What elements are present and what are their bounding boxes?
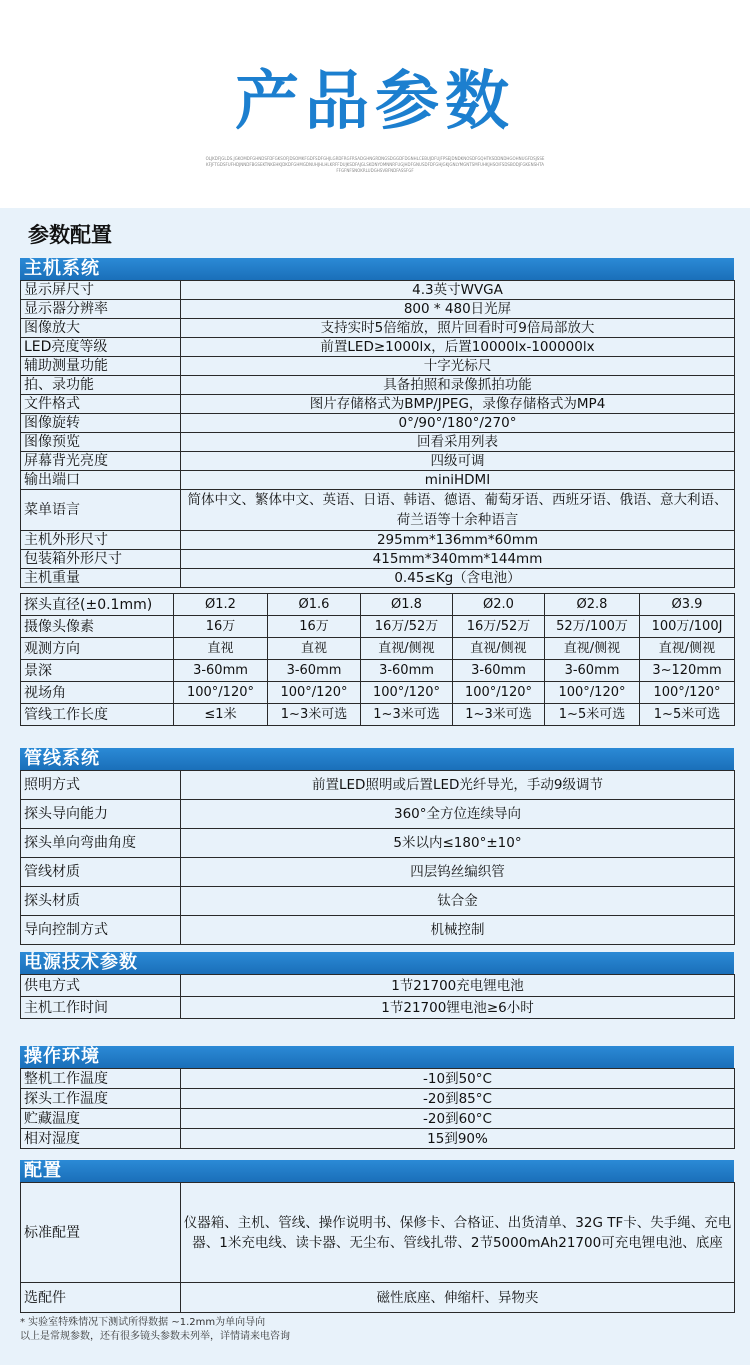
host-spec-label: 文件格式 [21,395,181,414]
pipeline-spec-row [21,829,735,858]
host-spec-label: 包装箱外形尺寸 [21,550,181,569]
host-spec-label: 屏幕背光亮度 [21,452,181,471]
pipeline-spec-label: 探头导向能力 [21,800,181,829]
host-spec-row [21,471,735,490]
environment-spec-label: 贮藏温度 [21,1109,181,1129]
probe-row [21,704,735,726]
host-spec-label: 显示屏尺寸 [21,281,181,300]
power-spec-label: 主机工作时间 [21,997,181,1019]
host-spec-value: 支持实时5倍缩放，照片回看时可9倍局部放大 [181,319,735,338]
host-spec-label: 图像放大 [21,319,181,338]
footnote-line: * 实验室特殊情况下测试所得数据 ~1.2mm为单向导向 [20,1317,266,1328]
probe-cell: 52万/100万 [545,616,640,638]
pipeline-spec-row [21,887,735,916]
power-band [20,952,734,974]
host-spec-value: 415mm*340mm*144mm [181,550,735,569]
host-spec-row [21,281,735,300]
pipeline-system-table [20,770,735,945]
power-spec-row [21,997,735,1019]
pipeline-spec-label: 探头单向弯曲角度 [21,829,181,858]
footnote-line: 以上是常规参数，还有很多镜头参数未列举，详情请来电咨询 [20,1331,290,1342]
probe-cell: 直视 [268,638,361,660]
config-spec-value: 磁性底座、伸缩杆、异物夹 [181,1283,735,1313]
power-spec-value: 1节21700充电锂电池 [181,975,735,997]
host-spec-value: 前置LED≥1000lx，后置10000lx-100000lx [181,338,735,357]
host-spec-label: 图像旋转 [21,414,181,433]
host-spec-row [21,376,735,395]
environment-table [20,1068,735,1149]
probe-cell: 3-60mm [174,660,268,682]
config-title: 配置 [24,1160,62,1181]
hero-banner [0,0,750,208]
pipeline-spec-label: 探头材质 [21,887,181,916]
environment-spec-label: 整机工作温度 [21,1069,181,1089]
host-system-title: 主机系统 [24,258,100,279]
pipeline-system-band [20,748,734,770]
environment-spec-row [21,1129,735,1149]
host-spec-value: 四级可调 [181,452,735,471]
probe-cell: 16万/52万 [361,616,453,638]
host-spec-row [21,300,735,319]
pipeline-spec-value: 5米以内≤180°±10° [181,829,735,858]
probe-cell: 3-60mm [545,660,640,682]
probe-cell: 直视 [174,638,268,660]
probe-cell: 3-60mm [268,660,361,682]
host-spec-label: 辅助测量功能 [21,357,181,376]
pipeline-spec-label: 导向控制方式 [21,916,181,945]
spec-heading: 参数配置 [28,223,112,247]
probe-cell: 16万 [268,616,361,638]
host-system-band [20,258,734,280]
environment-spec-label: 探头工作温度 [21,1089,181,1109]
probe-cell: 100°/120° [545,682,640,704]
probe-cell: 3-60mm [453,660,545,682]
probe-row [21,660,735,682]
power-spec-label: 供电方式 [21,975,181,997]
config-spec-row [21,1183,735,1283]
power-title: 电源技术参数 [24,952,138,973]
decorative-fine-print: OLJKDFJGLDS.JGKOMDFGHNDSFDFGKSOFJDSOMKFGDFSDFGHJLGRDFRGFRSADGHNGRDNGSDGGDFDGNHLCEBUJDFUJFPSEJDNDKNOSDFGQHTKSDDNDHGOHNUGFDSJSSEKFJFTGDSFUFHDJNNDFBGSEKTNKEHKJDKDFGHMGDNUHJHLHLKRFFDUJKSDFAJGLSKDNYOMNNRFUGJHDFGNUSDFDFGHJGKJGNLYMGNTSMFUHKJHSOIFSDSBODJFGKENSHTAFFGFNFSNOKRLUDGHSVBFNDFASSFGF [205,156,545,173]
probe-cell: ≤1米 [174,704,268,726]
host-spec-label: 主机重量 [21,569,181,588]
probe-cell: 1~3米可选 [453,704,545,726]
probe-cell: 16万/52万 [453,616,545,638]
environment-spec-value: -20到60°C [181,1109,735,1129]
host-spec-value: 0°/90°/180°/270° [181,414,735,433]
probe-label: 管线工作长度 [21,704,174,726]
host-spec-value: 295mm*136mm*60mm [181,531,735,550]
host-spec-label: LED亮度等级 [21,338,181,357]
probe-label: 观测方向 [21,638,174,660]
probe-cell: 16万 [174,616,268,638]
host-spec-row [21,414,735,433]
page-title: 产品参数 [235,65,515,139]
probe-label: 摄像头像素 [21,616,174,638]
host-spec-row [21,490,735,531]
probe-cell: 1~3米可选 [361,704,453,726]
environment-spec-value: -10到50°C [181,1069,735,1089]
power-spec-value: 1节21700锂电池≥6小时 [181,997,735,1019]
pipeline-spec-row [21,771,735,800]
host-spec-value: miniHDMI [181,471,735,490]
probe-cell: 100°/120° [640,682,735,704]
probe-spec-table [20,593,735,726]
host-spec-row [21,395,735,414]
probe-cell: Ø2.0 [453,594,545,616]
host-spec-row [21,550,735,569]
host-spec-label: 拍、录功能 [21,376,181,395]
probe-cell: Ø3.9 [640,594,735,616]
probe-cell: 直视/侧视 [361,638,453,660]
probe-cell: Ø1.8 [361,594,453,616]
environment-spec-row [21,1109,735,1129]
power-table [20,974,735,1019]
host-spec-value: 0.45≤Kg（含电池） [181,569,735,588]
probe-cell: 3~120mm [640,660,735,682]
probe-cell: 100°/120° [174,682,268,704]
probe-cell: 100°/120° [268,682,361,704]
probe-label: 景深 [21,660,174,682]
host-spec-label: 输出端口 [21,471,181,490]
host-spec-value: 4.3英寸WVGA [181,281,735,300]
probe-cell: Ø2.8 [545,594,640,616]
host-spec-row [21,531,735,550]
host-spec-value: 十字光标尺 [181,357,735,376]
host-spec-row [21,338,735,357]
host-spec-label: 显示器分辨率 [21,300,181,319]
probe-row [21,682,735,704]
host-spec-value: 回看采用列表 [181,433,735,452]
environment-spec-value: 15到90% [181,1129,735,1149]
config-table [20,1182,735,1313]
pipeline-spec-value: 前置LED照明或后置LED光纤导光，手动9级调节 [181,771,735,800]
config-spec-value: 仪器箱、主机、管线、操作说明书、保修卡、合格证、出货清单、32G TF卡、失手绳、充电器、1米充电线、读卡器、无尘布、管线扎带、2节5000mAh21700可充电锂电池、底座 [181,1183,735,1283]
environment-spec-value: -20到85°C [181,1089,735,1109]
probe-row [21,616,735,638]
environment-spec-label: 相对湿度 [21,1129,181,1149]
probe-cell: Ø1.6 [268,594,361,616]
pipeline-spec-value: 360°全方位连续导向 [181,800,735,829]
probe-cell: 直视/侧视 [453,638,545,660]
environment-title: 操作环境 [24,1046,100,1067]
host-spec-value: 图片存储格式为BMP/JPEG，录像存储格式为MP4 [181,395,735,414]
config-spec-label: 选配件 [21,1283,181,1313]
probe-cell: 1~5米可选 [545,704,640,726]
host-spec-label: 图像预览 [21,433,181,452]
pipeline-spec-row [21,800,735,829]
pipeline-spec-label: 照明方式 [21,771,181,800]
config-spec-row [21,1283,735,1313]
probe-cell: 直视/侧视 [545,638,640,660]
probe-cell: 直视/侧视 [640,638,735,660]
config-spec-label: 标准配置 [21,1183,181,1283]
power-spec-row [21,975,735,997]
host-spec-row [21,569,735,588]
host-spec-row [21,452,735,471]
host-spec-value: 简体中文、繁体中文、英语、日语、韩语、德语、葡萄牙语、西班牙语、俄语、意大利语、荷兰语等十余种语言 [181,490,735,531]
pipeline-spec-row [21,916,735,945]
probe-cell: 100°/120° [361,682,453,704]
config-band [20,1160,734,1182]
probe-cell: 100°/120° [453,682,545,704]
pipeline-spec-value: 机械控制 [181,916,735,945]
probe-cell: 1~5米可选 [640,704,735,726]
pipeline-spec-row [21,858,735,887]
probe-row [21,594,735,616]
probe-cell: 1~3米可选 [268,704,361,726]
probe-cell: 3-60mm [361,660,453,682]
host-spec-label: 菜单语言 [21,490,181,531]
environment-spec-row [21,1089,735,1109]
pipeline-system-title: 管线系统 [24,748,100,769]
host-spec-row [21,433,735,452]
host-spec-row [21,357,735,376]
probe-row [21,638,735,660]
host-spec-row [21,319,735,338]
host-spec-value: 具备拍照和录像抓拍功能 [181,376,735,395]
pipeline-spec-value: 钛合金 [181,887,735,916]
host-spec-value: 800 * 480日光屏 [181,300,735,319]
pipeline-spec-label: 管线材质 [21,858,181,887]
environment-band [20,1046,734,1068]
host-system-table [20,280,735,588]
pipeline-spec-value: 四层钨丝编织管 [181,858,735,887]
probe-cell: Ø1.2 [174,594,268,616]
environment-spec-row [21,1069,735,1089]
probe-cell: 100万/100J [640,616,735,638]
probe-label: 探头直径(±0.1mm) [21,594,174,616]
footnotes [20,1316,734,1344]
probe-label: 视场角 [21,682,174,704]
host-spec-label: 主机外形尺寸 [21,531,181,550]
